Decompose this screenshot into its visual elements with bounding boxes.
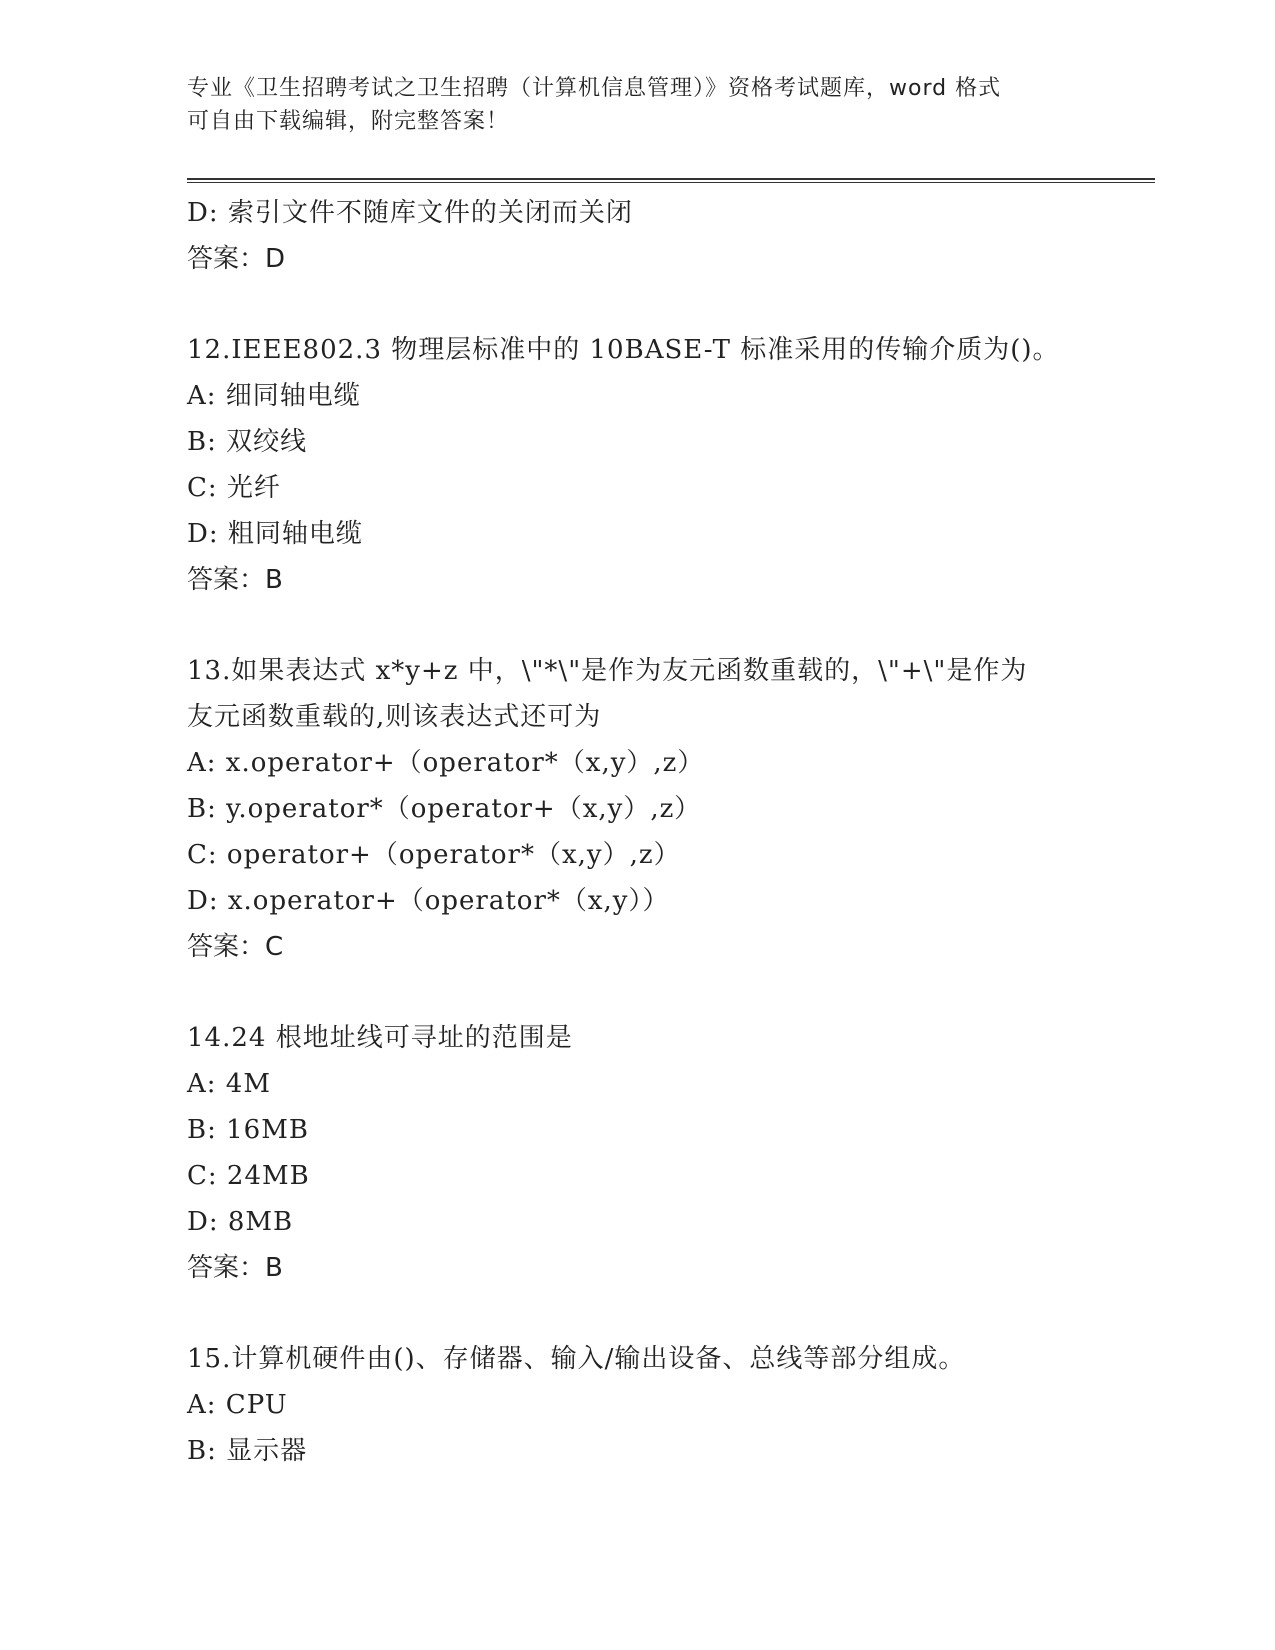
option-b: B: 显示器 — [187, 1436, 308, 1466]
question-list — [187, 190, 1155, 1474]
prev-question-tail — [187, 190, 1155, 282]
question-13 — [187, 648, 1155, 970]
question-14 — [187, 1015, 1155, 1291]
document-header — [187, 72, 1087, 138]
header-line-2: 可自由下载编辑，附完整答案！ — [187, 109, 510, 134]
option-a: A: 4M — [187, 1069, 271, 1099]
option-d: D: 粗同轴电缆 — [187, 519, 363, 549]
answer-line: 答案：B — [187, 565, 283, 595]
question-stem: 12.IEEE802.3 物理层标准中的 10BASE-T 标准采用的传输介质为()。 — [187, 335, 1060, 365]
option-c: C: 光纤 — [187, 473, 281, 503]
option-a: A: CPU — [187, 1390, 288, 1420]
question-stem-line-2: 友元函数重载的,则该表达式还可为 — [187, 702, 602, 732]
header-divider — [187, 178, 1155, 183]
question-12 — [187, 327, 1155, 603]
option-c: C: 24MB — [187, 1161, 310, 1191]
answer-line: 答案：C — [187, 932, 284, 962]
option-b: B: 16MB — [187, 1115, 309, 1145]
option-c: C: operator+（operator*（x,y）,z） — [187, 840, 681, 870]
option-b: B: y.operator*（operator+（x,y）,z） — [187, 794, 702, 824]
question-stem-line-1: 13.如果表达式 x*y+z 中，\"*\"是作为友元函数重载的，\"+\"是作为 — [187, 656, 1028, 686]
option-a: A: x.operator+（operator*（x,y）,z） — [187, 748, 705, 778]
question-15 — [187, 1336, 1155, 1474]
answer-line: 答案：B — [187, 1253, 283, 1283]
header-line-1: 专业《卫生招聘考试之卫生招聘（计算机信息管理）》资格考试题库，word 格式 — [187, 76, 1002, 101]
question-stem: 14.24 根地址线可寻址的范围是 — [187, 1023, 573, 1053]
option-d: D: x.operator+（operator*（x,y）） — [187, 886, 670, 916]
option-a: A: 细同轴电缆 — [187, 381, 361, 411]
option-d: D: 索引文件不随库文件的关闭而关闭 — [187, 198, 633, 228]
question-stem: 15.计算机硬件由()、存储器、输入/输出设备、总线等部分组成。 — [187, 1344, 966, 1374]
option-b: B: 双绞线 — [187, 427, 308, 457]
option-d: D: 8MB — [187, 1207, 294, 1237]
answer-line: 答案：D — [187, 244, 286, 274]
